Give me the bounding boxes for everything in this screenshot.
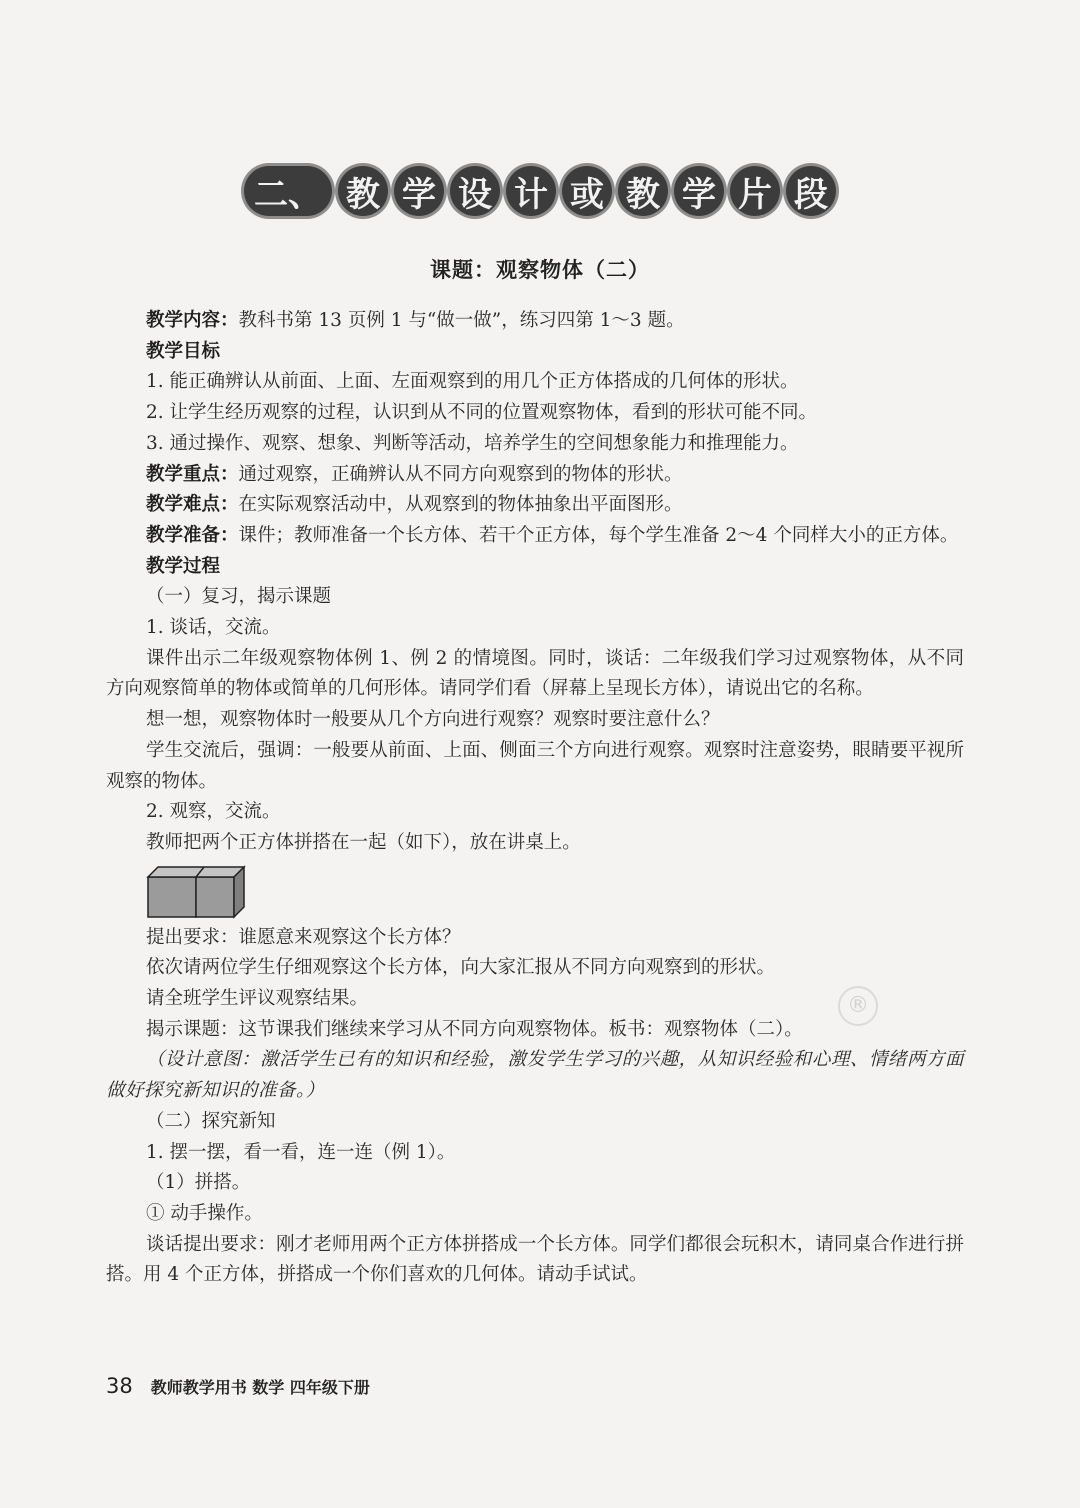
banner-char: 计 <box>506 166 556 216</box>
paragraph <box>106 460 964 491</box>
paragraph-text: 谈话提出要求：刚才老师用两个正方体拼搭成一个长方体。同学们都很会玩积木，请同桌合作进行拼搭。用 4 个正方体，拼搭成一个你们喜欢的几何体。请动手试试。 <box>106 1233 964 1286</box>
paragraph-text: （一）复习，揭示课题 <box>146 586 332 608</box>
paragraph-label: 教学过程 <box>146 555 221 577</box>
paragraph <box>106 521 964 552</box>
banner-char: 学 <box>674 166 724 216</box>
paragraph <box>106 828 964 859</box>
paragraph-text: 2. 观察，交流。 <box>146 801 281 823</box>
paragraph-text: （二）探究新知 <box>146 1110 276 1132</box>
paragraph <box>106 398 964 429</box>
banner-char: 二、 <box>244 166 332 216</box>
banner-char: 或 <box>562 166 612 216</box>
paragraph <box>106 1015 964 1046</box>
paragraph <box>106 552 964 583</box>
banner-char: 教 <box>338 166 388 216</box>
paragraph-text: 想一想，观察物体时一般要从几个方向进行观察？观察时要注意什么？ <box>146 709 720 731</box>
paragraph-label: 教学重点： <box>146 463 239 485</box>
paragraph <box>106 613 964 644</box>
paragraph-text: （设计意图：激活学生已有的知识和经验，激发学生学习的兴趣，从知识经验和心理、情绪两方面做好探究新知识的准备。） <box>106 1049 964 1102</box>
page-number: 38 <box>106 1374 133 1398</box>
paragraph <box>106 337 964 368</box>
paragraph-label: 教学难点： <box>146 494 239 516</box>
paragraph <box>106 1168 964 1199</box>
registered-mark: ® <box>838 986 878 1026</box>
paragraph <box>106 1107 964 1138</box>
paragraph-text: 教科书第 13 页例 1 与“做一做”，练习四第 1～3 题。 <box>238 310 685 331</box>
paragraph <box>106 1199 964 1230</box>
paragraph <box>106 367 964 398</box>
paragraph-text: 2. 让学生经历观察的过程，认识到从不同的位置观察物体，看到的形状可能不同。 <box>146 402 818 424</box>
two-cubes-icon <box>146 865 964 919</box>
paragraph-text: 1. 摆一摆，看一看，连一连（例 1）。 <box>146 1141 456 1163</box>
paragraph-text: 请全班学生评议观察结果。 <box>146 988 369 1010</box>
paragraph <box>106 644 964 705</box>
paragraph-text: 课件出示二年级观察物体例 1、例 2 的情境图。同时，谈话：二年级我们学习过观察物体，从不同方向观察简单的物体或简单的几何形体。请同学们看（屏幕上呈现长方体），请说出它的名称。 <box>106 647 964 700</box>
paragraph <box>106 923 964 954</box>
paragraph-text: ① 动手操作。 <box>146 1202 263 1224</box>
lesson-body <box>106 306 964 1291</box>
paragraph-text: 1. 能正确辨认从前面、上面、左面观察到的用几个正方体搭成的几何体的形状。 <box>146 371 799 393</box>
paragraph-text: 1. 谈话，交流。 <box>146 617 281 639</box>
paragraph-text: 学生交流后，强调：一般要从前面、上面、侧面三个方向进行观察。观察时注意姿势，眼睛要平视所观察的物体。 <box>106 739 964 792</box>
paragraph <box>106 490 964 521</box>
paragraph-text: 提出要求：谁愿意来观察这个长方体？ <box>146 926 461 948</box>
banner-char: 学 <box>394 166 444 216</box>
paragraph <box>106 582 964 613</box>
paragraph-text: 依次请两位学生仔细观察这个长方体，向大家汇报从不同方向观察到的形状。 <box>146 957 776 979</box>
paragraph-text: 课件；教师准备一个长方体、若干个正方体，每个学生准备 2～4 个同样大小的正方体。 <box>238 524 959 546</box>
banner-char: 教 <box>618 166 668 216</box>
banner-char: 片 <box>730 166 780 216</box>
paragraph-text: 3. 通过操作、观察、想象、判断等活动，培养学生的空间想象能力和推理能力。 <box>146 432 799 454</box>
page-footer <box>106 1374 370 1398</box>
paragraph-text: 教师把两个正方体拼搭在一起（如下），放在讲桌上。 <box>146 831 581 853</box>
paragraph-text: 揭示课题：这节课我们继续来学习从不同方向观察物体。板书：观察物体（二）。 <box>146 1018 803 1040</box>
paragraph <box>106 1230 964 1291</box>
paragraph <box>106 306 964 337</box>
paragraph <box>106 984 964 1015</box>
paragraph <box>106 705 964 736</box>
paragraph-label: 教学准备： <box>146 524 239 546</box>
paragraph-text: 通过观察，正确辨认从不同方向观察到的物体的形状。 <box>238 463 683 485</box>
paragraph <box>106 429 964 460</box>
paragraph-label: 教学目标 <box>146 340 221 362</box>
paragraph <box>106 1138 964 1169</box>
running-title: 教师教学用书 数学 四年级下册 <box>150 1378 370 1397</box>
paragraph-text: 在实际观察活动中，从观察到的物体抽象出平面图形。 <box>238 494 683 516</box>
paragraph <box>106 797 964 828</box>
section-banner <box>0 166 1080 216</box>
banner-char: 段 <box>786 166 836 216</box>
paragraph-text: （1）拼搭。 <box>146 1172 251 1194</box>
lesson-title: 课题：观察物体（二） <box>430 258 650 282</box>
paragraph-label: 教学内容： <box>146 310 239 331</box>
paragraph <box>106 953 964 984</box>
banner-char: 设 <box>450 166 500 216</box>
design-intent-note <box>106 1045 964 1106</box>
paragraph <box>106 736 964 797</box>
